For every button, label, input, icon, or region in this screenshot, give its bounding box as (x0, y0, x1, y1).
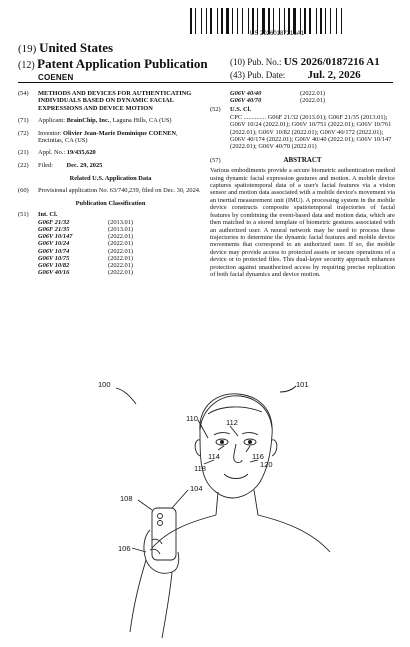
hand (144, 530, 179, 573)
classification-code: G06F 21/32 (38, 218, 70, 226)
barcode-bar (232, 8, 233, 34)
filed-label: Filed: (38, 161, 53, 169)
abstract-code: (57) (210, 156, 221, 164)
figure-ref-106: 106 (118, 544, 131, 553)
int-cl-row (38, 233, 203, 240)
barcode-bar (248, 8, 249, 34)
pub-no-code: (10) (230, 57, 245, 67)
appl-body (38, 149, 203, 156)
pub-number-line (230, 56, 380, 68)
barcode-bar (206, 8, 207, 34)
barcode-bar (190, 8, 192, 34)
classification-date: (2022.01) (108, 254, 134, 262)
inventor-surname: COENEN (38, 73, 74, 82)
classification-code: G06V 40/16 (38, 269, 70, 277)
left-column (18, 90, 203, 282)
applicant-location: , Laguna Hills, CA (US) (109, 117, 172, 125)
inventor-body (38, 130, 203, 145)
related-data-heading: Related U.S. Application Data (69, 175, 152, 183)
classification-date: (2022.01) (300, 97, 326, 105)
inventor-code: (72) (18, 129, 29, 137)
classification-code: G06V 10/24 (38, 240, 70, 248)
pub-date-code: (43) (230, 70, 245, 80)
country-line (18, 40, 113, 56)
figure-ref-104: 104 (190, 484, 203, 493)
pub-no-label: Pub. No.: (247, 57, 282, 67)
classification-code: G06V 40/40 (230, 90, 262, 97)
header-divider (18, 82, 393, 83)
applicant-section (18, 117, 203, 124)
int-cl-row (38, 255, 203, 262)
us-cl-section (210, 106, 395, 150)
pub-type-code: (12) (18, 60, 35, 71)
int-cl-continued (210, 90, 395, 104)
int-cl-code: (51) (18, 211, 29, 219)
applicant-name: BrainChip, Inc. (66, 117, 110, 125)
country-code: (19) (18, 43, 37, 55)
abstract-text: Various embodiments provide a secure biometric authentication method using dynamic facial expression gestures and motion. A mobile device captures spatiotemporal data of a user's facial features via a vision sensor and motion data associated with a mobile device's movement via an inertial measurement unit (IMU). A processing system in the mobile device constructs composite spatiotemporal trajectories of facial features by combining the event-based data and motion data, which are then matched to a stored template of biometric gestures associated with an authorized user. A neural network may be used to process these trajectories to determine the dynamic facial features and mobile device movements that correspond to an authorized user. If so, the mobile device may provide access to protected assets or secure operations of a device or to protected files. This dual-layer security approach enhances protection against unauthorized access by requiring precise replication of both facial dynamics and device motion. (210, 167, 395, 278)
classification-date: (2022.01) (108, 262, 134, 270)
invention-title: METHODS AND DEVICES FOR AUTHENTICATING INDIVIDUALS BASED ON DYNAMIC FACIAL EXPRESSIONS AND DEVICE MOTION (38, 90, 192, 112)
int-cl-row (38, 269, 203, 276)
figure-ref-120: 120 (260, 460, 273, 469)
classification-code: G06V 40/70 (230, 97, 262, 105)
classification-code: G06V 10/82 (38, 262, 70, 270)
forearm (130, 560, 146, 632)
figure-ref-118: 118 (194, 464, 206, 473)
inventor-name: Olivier Jean-Marie Dominique COENEN (63, 129, 176, 137)
classification-date: (2013.01) (108, 226, 134, 234)
provisional-text: Provisional application No. 63/740,239, filed on Dec. 30, 2024. (38, 186, 201, 194)
figure-ref-114: 114 (208, 452, 220, 461)
right-column (210, 90, 395, 283)
inventor-section (18, 130, 203, 145)
barcode-bar (325, 8, 326, 34)
barcode-number: US 20260187216A1 (250, 31, 305, 37)
us-cl-label: U.S. Cl. (230, 106, 251, 114)
filed-section (18, 162, 203, 169)
inventor-label: Inventor: (38, 129, 62, 137)
abstract-section (210, 157, 395, 279)
barcode-bar (309, 8, 311, 34)
country: United States (39, 40, 114, 55)
leader-101 (280, 386, 296, 392)
figure-ref-100: 100 (98, 380, 111, 389)
int-cl-row (38, 240, 203, 247)
left-ear (195, 440, 200, 456)
classification-date: (2022.01) (108, 240, 134, 248)
leader-100 (116, 388, 136, 404)
cpc-text: CPC .............. G06F 21/32 (2013.01); G06F 21/35 (2013.01); G06V 10/24 (2022.01); G06V 10/751 (2022.01); G06V 10/761 (2022.01); G06V 10/82 (2022.01); G06V 40/172 (2022.01); G06V 40/174 (2022.01); G06V 40/40 (2022.01); G06V 10/147 (2022.01); G06V 40/70 (2022.01) (230, 113, 392, 151)
applicant-body (38, 117, 203, 124)
classification-date: (2022.01) (108, 233, 134, 241)
filed-code: (22) (18, 161, 29, 169)
barcode-bar (330, 8, 331, 34)
int-cl-label: Int. Cl. (38, 211, 58, 219)
barcode-bar (341, 8, 342, 34)
figure-ref-101: 101 (296, 380, 309, 389)
pub-no: US 2026/0187216 A1 (283, 56, 380, 68)
barcode-bar (201, 8, 202, 34)
applicant-code: (71) (18, 117, 29, 125)
figure-ref-110: 110 (186, 414, 198, 423)
classification-date: (2022.01) (108, 247, 134, 255)
int-cl-row (38, 262, 203, 269)
prov-code: (60) (18, 186, 29, 194)
int-cl-row (38, 219, 203, 226)
classification-date: (2022.01) (108, 269, 134, 277)
applicant-label: Applicant: (38, 117, 65, 125)
patent-figure (90, 380, 370, 642)
barcode-bar (242, 8, 243, 34)
pub-classification-heading: Publication Classification (75, 200, 146, 208)
nose (234, 444, 242, 462)
barcode-bar (304, 8, 306, 34)
appl-no-section (18, 149, 203, 156)
barcode-bar (316, 8, 317, 34)
barcode-bar (210, 8, 212, 34)
barcode-bar (226, 8, 229, 34)
right-shoulder (258, 515, 330, 552)
int-cl-row (230, 90, 395, 97)
figure-ref-112: 112 (226, 418, 238, 427)
int-cl-row (38, 248, 203, 255)
pub-date: Jul. 2, 2026 (307, 69, 361, 81)
int-cl-row (230, 97, 395, 104)
classification-date: (2013.01) (108, 218, 134, 226)
mouth (224, 474, 248, 479)
inventor-location: , Encinitas, CA (US) (38, 129, 178, 145)
int-cl-row (38, 226, 203, 233)
barcode-bar (195, 8, 196, 34)
abstract-heading: ABSTRACT (283, 155, 322, 164)
pub-date-label: Pub. Date: (247, 70, 286, 80)
int-cl-list (18, 219, 203, 277)
filed-body (38, 162, 203, 169)
classification-date: (2022.01) (300, 90, 326, 97)
barcode-bar (320, 8, 322, 34)
provisional-section (18, 187, 203, 194)
title-section (18, 90, 203, 112)
classification-code: G06V 10/75 (38, 254, 70, 262)
right-ear (272, 440, 277, 456)
figure-ref-108: 108 (120, 494, 133, 503)
appl-code: (21) (18, 149, 29, 157)
classification-code: G06V 10/74 (38, 247, 70, 255)
barcode-bar (237, 8, 238, 34)
us-cl-code: (52) (210, 106, 221, 114)
filed-date: Dec. 29, 2025 (66, 161, 103, 169)
barcode-bar (221, 8, 223, 34)
appl-label: Appl. No.: (38, 149, 66, 157)
int-cl-section (18, 211, 203, 276)
classification-code: G06V 10/147 (38, 233, 73, 241)
figure-ref-116: 116 (252, 452, 264, 461)
classification-code: G06F 21/35 (38, 226, 70, 234)
barcode-bar (336, 8, 337, 34)
title-code: (54) (18, 90, 29, 97)
pub-type: Patent Application Publication (37, 56, 208, 71)
barcode-bar (217, 8, 218, 34)
phone (152, 508, 176, 560)
pub-type-line (18, 56, 208, 72)
pub-date-line (230, 69, 361, 81)
appl-no: 19/435,620 (66, 149, 96, 157)
